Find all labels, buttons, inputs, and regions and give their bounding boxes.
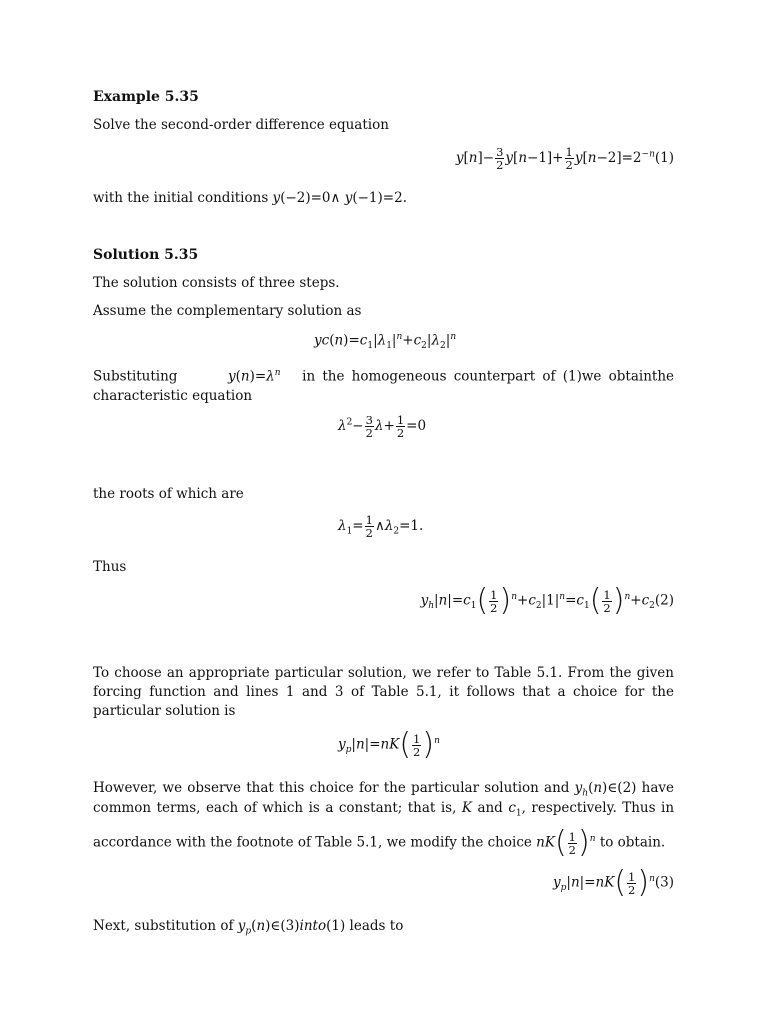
particular-text: To choose an appropriate particular solution, we refer to Table 5.1. From the given forcing function and lines 1 and 3 of Table 5.1, it follows that a choice for the particular solution is [93,665,674,719]
roots-text: the roots of which are [93,486,244,502]
equation-modified-particular: $y_p|n|=nK$( $\frac{1}{2}$ )$^n$(3) [552,865,674,900]
accordance-line: accordance with the footnote of Table 5.1, we modify the choice nK( $\frac{1}{2}$ )$^n$ to obtain. [93,825,666,860]
example-intro: Solve the second-order difference equation [93,117,389,133]
common-terms-line: common terms, each of which is a constant; that is, K and $c_1$, respectively. Thus in [93,800,675,819]
initial-conditions: with the initial conditions y(−2)=0∧ y(−1)=2. [93,190,407,206]
equation-complementary: $yc(n)=c_1|\lambda_1|^n+c_2|\lambda_2|^n$ [314,332,457,352]
example-heading: Example 5.35 [93,89,199,105]
assume-text: Assume the complementary solution as [93,303,362,319]
solution-steps: The solution consists of three steps. [93,275,340,291]
equation-characteristic: $\lambda^2-$ $\frac{3}{2}$ λ+ $\frac{1}{2}$ =0 [338,413,427,440]
solution-heading: Solution 5.35 [93,247,199,263]
equation-particular: $y_p|n|=nK$( $\frac{1}{2}$ )$^n$ [338,727,440,762]
however-line: However, we observe that this choice for the particular solution and $y_h(n)\in(2)$ have [93,780,674,799]
equation-difference: y[n]− $\frac{3}{2}$ y[n−1]+ $\frac{1}{2}$ $y[n-2]=2^{-n}(1)$ [455,145,674,172]
thus-text: Thus [93,559,127,575]
substitution-text: Substituting $y(n)=\lambda^n$ in the homogeneous counterpart of (1)we obtainthe characteristic equation [93,368,674,404]
next-substitution-line: Next, substitution of $y_p(n)\in(3)into(1)$ leads to [93,918,404,937]
equation-roots: $\lambda_1=$ $\frac{1}{2}$ $\wedge\lambda_2=1$. [338,513,424,540]
equation-homogeneous: $y_h|n|=c_1$( $\frac{1}{2}$ )$^n+c_2|1|^n=c_1$( $\frac{1}{2}$ )$^n+c_2(2)$ [420,583,674,618]
